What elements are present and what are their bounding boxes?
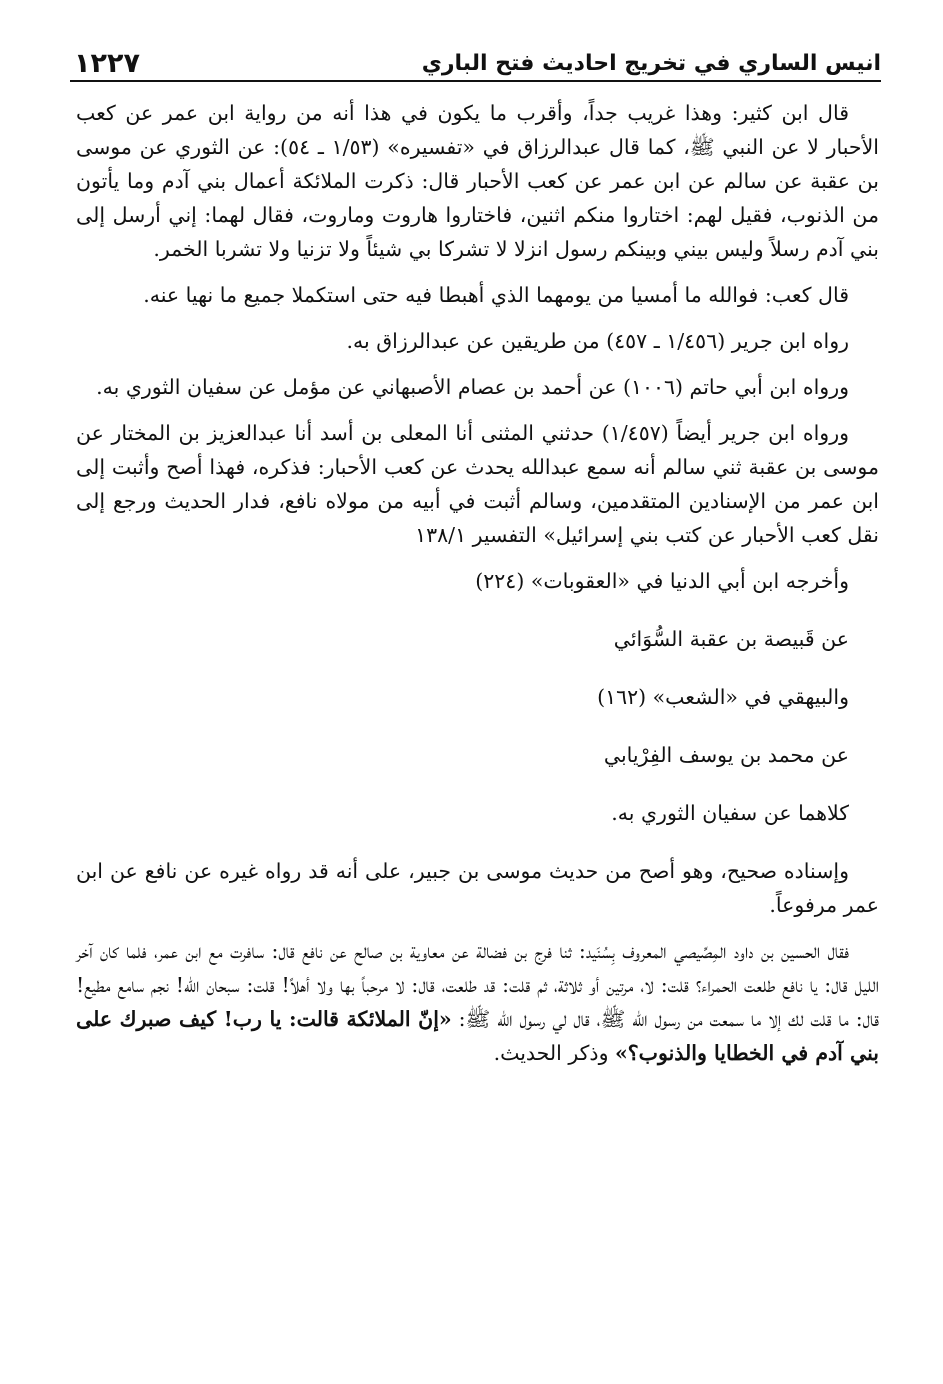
paragraph-ibn-jarir: رواه ابن جرير (١/٤٥٦ ـ ٤٥٧) من طريقين عن عبدالرزاق به.	[346, 329, 849, 353]
paragraph-husayn	[76, 934, 879, 1070]
paragraph-husayn-text: فقال الحسين بن داود المِصِّيصي المعروف بِسُنَيد: ثنا فرج بن فضالة عن معاوية بن صالح عن نافع قال: سافرت مع ابن عمر، فلما كان آخر الليل قال: يا نافع طلعت الحمراء؟ قلت: لا، مرتين أو ثلاثة، ثم قلت: قد طلعت، قال: لا مرحباً بها ولا أهلاً! قلت: سبحان الله! نجم سامع مطيع! قال: ما قلت لك إلا ما سمعت من رسول الله ﷺ، قال لي رسول الله ﷺ:	[76, 939, 879, 1031]
paragraph-ibn-kathir: قال ابن كثير: وهذا غريب جداً، وأقرب ما يكون في هذا أنه من رواية ابن عمر عن كعب الأحبار لا عن النبي ﷺ، كما قال عبدالرزاق في «تفسيره» (١/٥٣ ـ ٥٤): عن الثوري عن موسى بن عقبة عن سالم عن ابن عمر عن كعب الأحبار قال: ذكرت الملائكة أعمال بني آدم وما يأتون من الذنوب، فقيل لهم: اختاروا منكم اثنين، فاختاروا هاروت وماروت، فقال لهما: إني أرسل إلى بني آدم رسلاً وليس بيني وبينكم رسول انزلا لا تشركا بي شيئاً ولا تزنيا ولا تشربا الخمر.	[76, 101, 879, 261]
hadith-quote: «إنّ الملائكة قالت: يا رب! كيف صبرك على بني آدم في الخطايا والذنوب؟»	[76, 1007, 879, 1065]
takhrij-line: عن قَبيصة بن عقبة السُّوَائي	[613, 627, 849, 651]
paragraph-kaab: قال كعب: فوالله ما أمسيا من يومهما الذي أهبطا فيه حتى استكملا جميع ما نهيا عنه.	[143, 283, 849, 307]
takhrij-line: والبيهقي في «الشعب» (١٦٢)	[597, 685, 849, 709]
paragraph-isnad: وإسناده صحيح، وهو أصح من حديث موسى بن جبير، على أنه قد رواه غيره عن نافع عن ابن عمر مرفوعاً.	[76, 859, 879, 917]
page-header	[70, 40, 881, 80]
page-number: ١٢٢٧	[74, 48, 140, 79]
takhrij-line: وأخرجه ابن أبي الدنيا في «العقوبات» (٢٢٤)	[475, 569, 849, 593]
page-body	[76, 96, 879, 1082]
paragraph-husayn-tail: وذكر الحديث.	[493, 1041, 615, 1065]
paragraph-ibn-jarir-2: ورواه ابن جرير أيضاً (١/٤٥٧) حدثني المثنى أنا المعلى بن أسد أنا عبدالعزيز بن المختار عن موسى بن عقبة ثني سالم أنه سمع عبدالله يحدث عن كعب الأحبار: فذكره، فهذا أصح وأثبت إلى ابن عمر من الإسنادين المتقدمين، وسالم أثبت في أبيه من مولاه نافع، فدار الحديث ورجع إلى نقل كعب الأحبار عن كتب بني إسرائيل» التفسير ١٣٨/١	[76, 421, 879, 547]
takhrij-line: عن محمد بن يوسف الفِرْيابي	[603, 743, 849, 767]
running-title: انيس الساري في تخريج احاديث فتح الباري	[421, 51, 881, 76]
header-divider	[70, 80, 881, 82]
takhrij-line: كلاهما عن سفيان الثوري به.	[611, 801, 849, 825]
paragraph-ibn-abi-hatim: ورواه ابن أبي حاتم (١٠٠٦) عن أحمد بن عصام الأصبهاني عن مؤمل عن سفيان الثوري به.	[96, 375, 849, 399]
